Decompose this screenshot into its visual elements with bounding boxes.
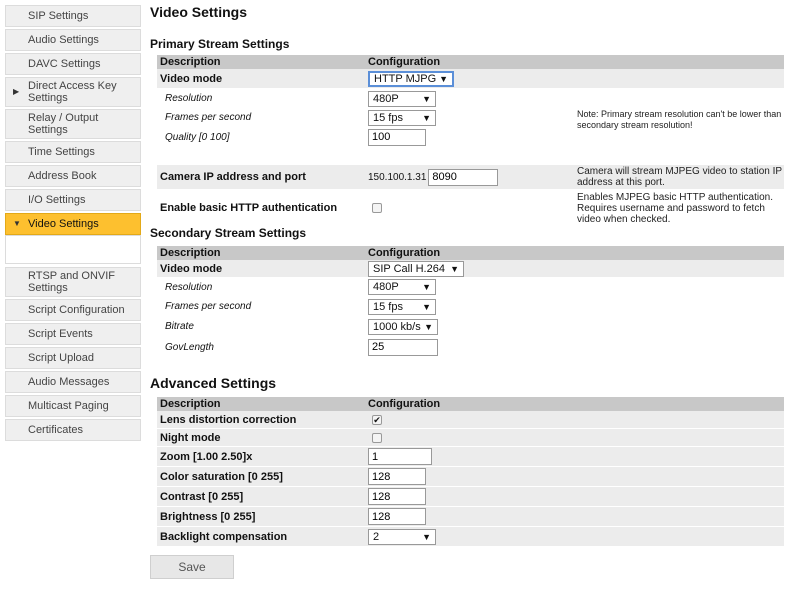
sidebar-item-audio-settings[interactable] [5, 29, 141, 51]
fps-label: Frames per second [165, 301, 252, 312]
table-row [157, 127, 577, 147]
sidebar-item-sip-settings[interactable] [5, 5, 141, 27]
table-row [157, 527, 784, 547]
sidebar-item-label: Script Configuration [28, 304, 125, 316]
bitrate-label: Bitrate [165, 321, 194, 332]
color-saturation-input[interactable] [368, 468, 426, 485]
table-header [157, 246, 784, 260]
dropdown-caret-icon: ▼ [424, 321, 433, 332]
sidebar-item-label: Time Settings [28, 146, 95, 158]
table-header [157, 397, 784, 411]
page-title: Video Settings [150, 4, 247, 20]
table-row [157, 89, 577, 108]
dropdown-caret-icon: ▼ [422, 531, 431, 542]
dropdown-caret-icon: ▼ [450, 263, 459, 274]
select-value: HTTP MJPG [374, 72, 437, 85]
chevron-down-icon: ▼ [13, 219, 21, 228]
video-mode-label: Video mode [160, 72, 223, 85]
night-mode-checkbox[interactable] [372, 433, 382, 443]
primary-stream-table [157, 55, 784, 227]
secondary-govlength-input[interactable] [368, 339, 438, 356]
color-saturation-label: Color saturation [0 255] [160, 470, 283, 483]
night-mode-label: Night mode [160, 431, 221, 444]
sidebar-item-label: Script Events [28, 328, 93, 340]
secondary-fps-select[interactable] [368, 299, 436, 315]
table-row [157, 297, 784, 317]
fps-label: Frames per second [165, 112, 252, 123]
table-row [157, 278, 784, 297]
secondary-stream-heading: Secondary Stream Settings [150, 226, 307, 240]
sidebar-item-audio-messages[interactable] [5, 371, 141, 393]
dropdown-caret-icon: ▼ [439, 73, 448, 84]
resolution-label: Resolution [165, 93, 213, 104]
contrast-input[interactable] [368, 488, 426, 505]
column-header-description: Description [160, 247, 221, 259]
zoom-label: Zoom [1.00 2.50]x [160, 450, 253, 463]
sidebar-item-label: Script Upload [28, 352, 95, 364]
table-row [157, 190, 784, 227]
table-row [157, 507, 784, 527]
advanced-settings-table [157, 397, 784, 547]
http-auth-label: Enable basic HTTP authentication [160, 202, 338, 214]
sidebar-item-label: Relay / Output Settings [28, 112, 99, 136]
sidebar-item-script-events[interactable] [5, 323, 141, 345]
column-header-configuration: Configuration [368, 398, 441, 410]
table-header [157, 55, 784, 69]
http-auth-checkbox[interactable] [372, 203, 382, 213]
http-auth-note: Enables MJPEG basic HTTP authentication. Requires username and password to fetch video when checked. [577, 191, 774, 225]
table-row [157, 467, 784, 487]
sidebar-item-davc-settings[interactable] [5, 53, 141, 75]
sidebar-item-label: I/O Settings [28, 194, 86, 206]
quality-label: Quality [0 100] [165, 131, 230, 143]
table-row [157, 411, 784, 429]
table-row [157, 69, 784, 89]
sidebar-item-multicast-paging[interactable] [5, 395, 141, 417]
sidebar-item-label: DAVC Settings [28, 58, 101, 70]
camera-port-input[interactable] [428, 169, 498, 186]
brightness-label: Brightness [0 255] [160, 510, 256, 523]
chevron-right-icon: ▶ [13, 87, 20, 96]
column-header-description: Description [160, 56, 221, 68]
video-mode-label: Video mode [160, 262, 223, 275]
brightness-input[interactable] [368, 508, 426, 525]
sidebar-item-script-upload[interactable] [5, 347, 141, 369]
column-header-configuration: Configuration [368, 247, 441, 259]
select-value: 1000 kb/s [373, 320, 421, 333]
primary-resolution-select[interactable] [368, 91, 436, 107]
save-button[interactable]: Save [150, 555, 234, 579]
table-row [157, 447, 784, 467]
select-value: 15 fps [373, 111, 403, 124]
table-row [157, 429, 784, 447]
primary-settings-group [157, 89, 784, 165]
select-value: 480P [373, 92, 399, 105]
select-value: 480P [373, 281, 399, 293]
table-row [157, 317, 784, 337]
sidebar-item-label: Direct Access Key Settings [28, 80, 117, 104]
sidebar-item-io-settings[interactable] [5, 189, 141, 211]
camera-ip-address: 150.100.1.31 [368, 171, 427, 183]
sidebar-item-label: Certificates [28, 424, 84, 436]
primary-video-mode-select[interactable] [368, 71, 454, 87]
sidebar-item-rtsp-onvif-settings[interactable] [5, 267, 141, 297]
backlight-label: Backlight compensation [160, 530, 288, 543]
primary-resolution-note: Note: Primary stream resolution can't be lower than secondary stream resolution! [577, 109, 782, 130]
zoom-input[interactable] [368, 448, 432, 465]
lens-distortion-checkbox[interactable]: ✔ [373, 414, 381, 425]
secondary-resolution-select[interactable] [368, 279, 436, 295]
govlength-label: GovLength [165, 341, 214, 353]
select-value: 15 fps [373, 300, 403, 313]
dropdown-caret-icon: ▼ [422, 301, 431, 312]
sidebar-item-label: Audio Messages [28, 376, 110, 388]
column-header-configuration: Configuration [368, 56, 441, 68]
table-row [157, 165, 784, 190]
sidebar-item-label: Multicast Paging [28, 400, 109, 412]
sidebar-submenu-panel [5, 235, 141, 264]
secondary-bitrate-select[interactable] [368, 319, 438, 335]
table-row [157, 337, 784, 358]
sidebar-item-relay-output-settings[interactable] [5, 109, 141, 139]
sidebar-item-direct-access-key-settings[interactable] [5, 77, 141, 107]
camera-ip-label: Camera IP address and port [160, 171, 306, 183]
sidebar-item-time-settings[interactable] [5, 141, 141, 163]
sidebar-item-label: Video Settings [28, 218, 99, 230]
dropdown-caret-icon: ▼ [422, 112, 431, 123]
sidebar-item-label: SIP Settings [28, 10, 89, 22]
dropdown-caret-icon: ▼ [422, 93, 431, 104]
sidebar-item-address-book[interactable] [5, 165, 141, 187]
primary-fps-select[interactable] [368, 110, 436, 126]
sidebar-item-certificates[interactable] [5, 419, 141, 441]
sidebar-item-video-settings[interactable] [5, 213, 141, 235]
primary-stream-heading: Primary Stream Settings [150, 37, 290, 51]
dropdown-caret-icon: ▼ [422, 282, 431, 292]
column-header-description: Description [160, 398, 221, 410]
sidebar-item-label: Audio Settings [28, 34, 99, 46]
secondary-video-mode-select[interactable] [368, 261, 464, 277]
table-row [157, 108, 577, 127]
advanced-settings-heading: Advanced Settings [150, 375, 277, 391]
select-value: SIP Call H.264 [373, 262, 445, 275]
table-row [157, 260, 784, 278]
select-value: 2 [373, 530, 380, 543]
secondary-stream-table [157, 246, 784, 358]
camera-ip-note: Camera will stream MJPEG video to station IP address at this port. [577, 166, 782, 188]
sidebar-item-label: RTSP and ONVIF Settings [28, 270, 116, 294]
sidebar-item-script-configuration[interactable] [5, 299, 141, 321]
contrast-label: Contrast [0 255] [160, 490, 244, 503]
primary-quality-input[interactable] [368, 129, 426, 146]
backlight-compensation-select[interactable] [368, 529, 436, 545]
lens-distortion-label: Lens distortion correction [160, 413, 297, 426]
table-row [157, 487, 784, 507]
resolution-label: Resolution [165, 281, 213, 293]
sidebar-item-label: Address Book [28, 170, 97, 182]
sidebar [5, 5, 141, 443]
